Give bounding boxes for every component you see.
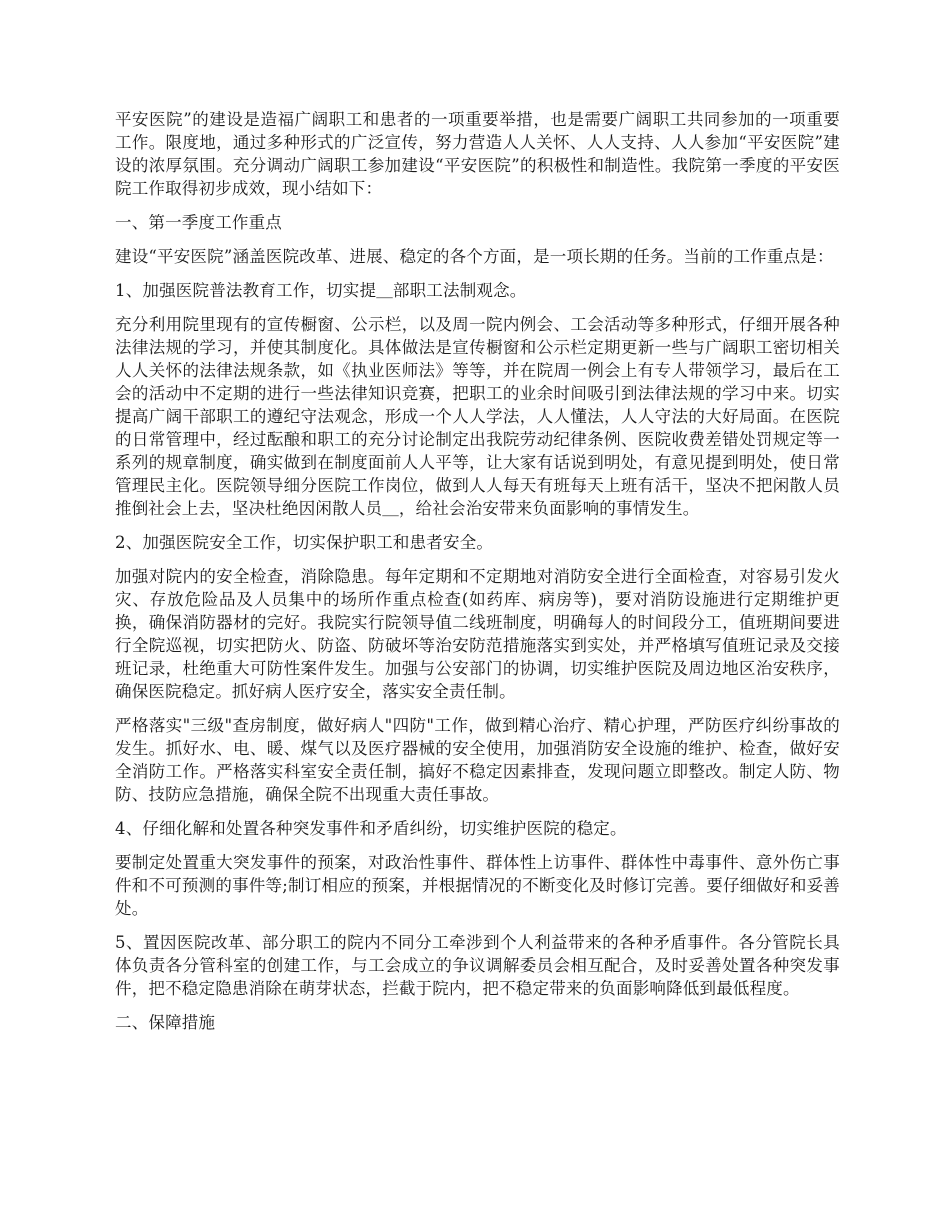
section-heading-1: 一、第一季度工作重点 (115, 213, 282, 232)
item-2-heading: 2、加强医院安全工作，切实保护职工和患者安全。 (115, 533, 494, 552)
item-4-body: 要制定处置重大突发事件的预案，对政治性事件、群体性上访事件、群体性中毒事件、意外伤亡事件和不可预测的事件等;制订相应的预案，并根据情况的不断变化及时修订完善。要仔细做好和妥善处。 (115, 853, 840, 918)
item-1-body: 充分利用院里现有的宣传橱窗、公示栏，以及周一院内例会、工会活动等多种形式，仔细开展各种法律法规的学习，并使其制度化。具体做法是宣传橱窗和公示栏定期更新一些与广阔职工密切相关人人关怀的法律法规条款，如《执业医师法》等等，并在院周一例会上有专人带领学习，最后在工会的活动中不定期的进行一些法律知识竞赛，把职工的业余时间吸引到法律法规的学习中来。切实提高广阔干部职工的遵纪守法观念，形成一个人人学法，人人懂法，人人守法的大好局面。在医院的日常管理中，经过酝酿和职工的充分讨论制定出我院劳动纪律条例、医院收费差错处罚规定等一系列的规章制度，确实做到在制度面前人人平等，让大家有话说到明处，有意见提到明处，使日常管理民主化。医院领导细分医院工作岗位，做到人人每天有班每天上班有活干，坚决不把闲散人员推倒社会上去，坚决杜绝因闲散人员＿，给社会治安带来负面影响的事情发生。 (115, 315, 840, 518)
item-3-body: 严格落实"三级"查房制度，做好病人"四防"工作，做到精心治疗、精心护理，严防医疗纠纷事故的发生。抓好水、电、暖、煤气以及医疗器械的安全使用，加强消防安全设施的维护、检查，做好安全消防工作。严格落实科室安全责任制，搞好不稳定因素排查，发现问题立即整改。制定人防、物防、技防应急措施，确保全院不出现重大责任事故。 (115, 716, 840, 804)
item-2-body: 加强对院内的安全检查，消除隐患。每年定期和不定期地对消防安全进行全面检查，对容易引发火灾、存放危险品及人员集中的场所作重点检查(如药库、病房等)，要对消防设施进行定期维护更换，确保消防器材的完好。我院实行院领导值二线班制度，明确每人的时间段分工，值班期间要进行全院巡视，切实把防火、防盗、防破坏等治安防范措施落实到实处，并严格填写值班记录及交接班记录，杜绝重大可防性案件发生。加强与公安部门的协调，切实维护医院及周边地区治安秩序，确保医院稳定。抓好病人医疗安全，落实安全责任制。 (115, 567, 840, 701)
item-4-heading: 4、仔细化解和处置各种突发事件和矛盾纠纷，切实维护医院的稳定。 (115, 819, 627, 838)
section-heading-2: 二、保障措施 (115, 1013, 216, 1032)
item-5-body: 5、置因医院改革、部分职工的院内不同分工牵涉到个人利益带来的各种矛盾事件。各分管院长具体负责各分管科室的创建工作，与工会成立的争议调解委员会相互配合，及时妥善处置各种突发事件，把不稳定隐患消除在萌芽状态，拦截于院内，把不稳定带来的负面影响降低到最低程度。 (115, 933, 840, 998)
section-1-intro: 建设“平安医院”涵盖医院改革、进展、稳定的各个方面，是一项长期的任务。当前的工作重点是： (115, 247, 834, 266)
document-body (115, 108, 840, 1045)
item-1-heading: 1、加强医院普法教育工作，切实提＿部职工法制观念。 (115, 281, 527, 300)
intro-paragraph: 平安医院”的建设是造福广阔职工和患者的一项重要举措，也是需要广阔职工共同参加的一项重要工作。限度地，通过多种形式的广泛宣传，努力营造人人关怀、人人支持、人人参加“平安医院”建设的浓厚氛围。充分调动广阔职工参加建设“平安医院”的积极性和制造性。我院第一季度的平安医院工作取得初步成效，现小结如下： (115, 110, 840, 198)
